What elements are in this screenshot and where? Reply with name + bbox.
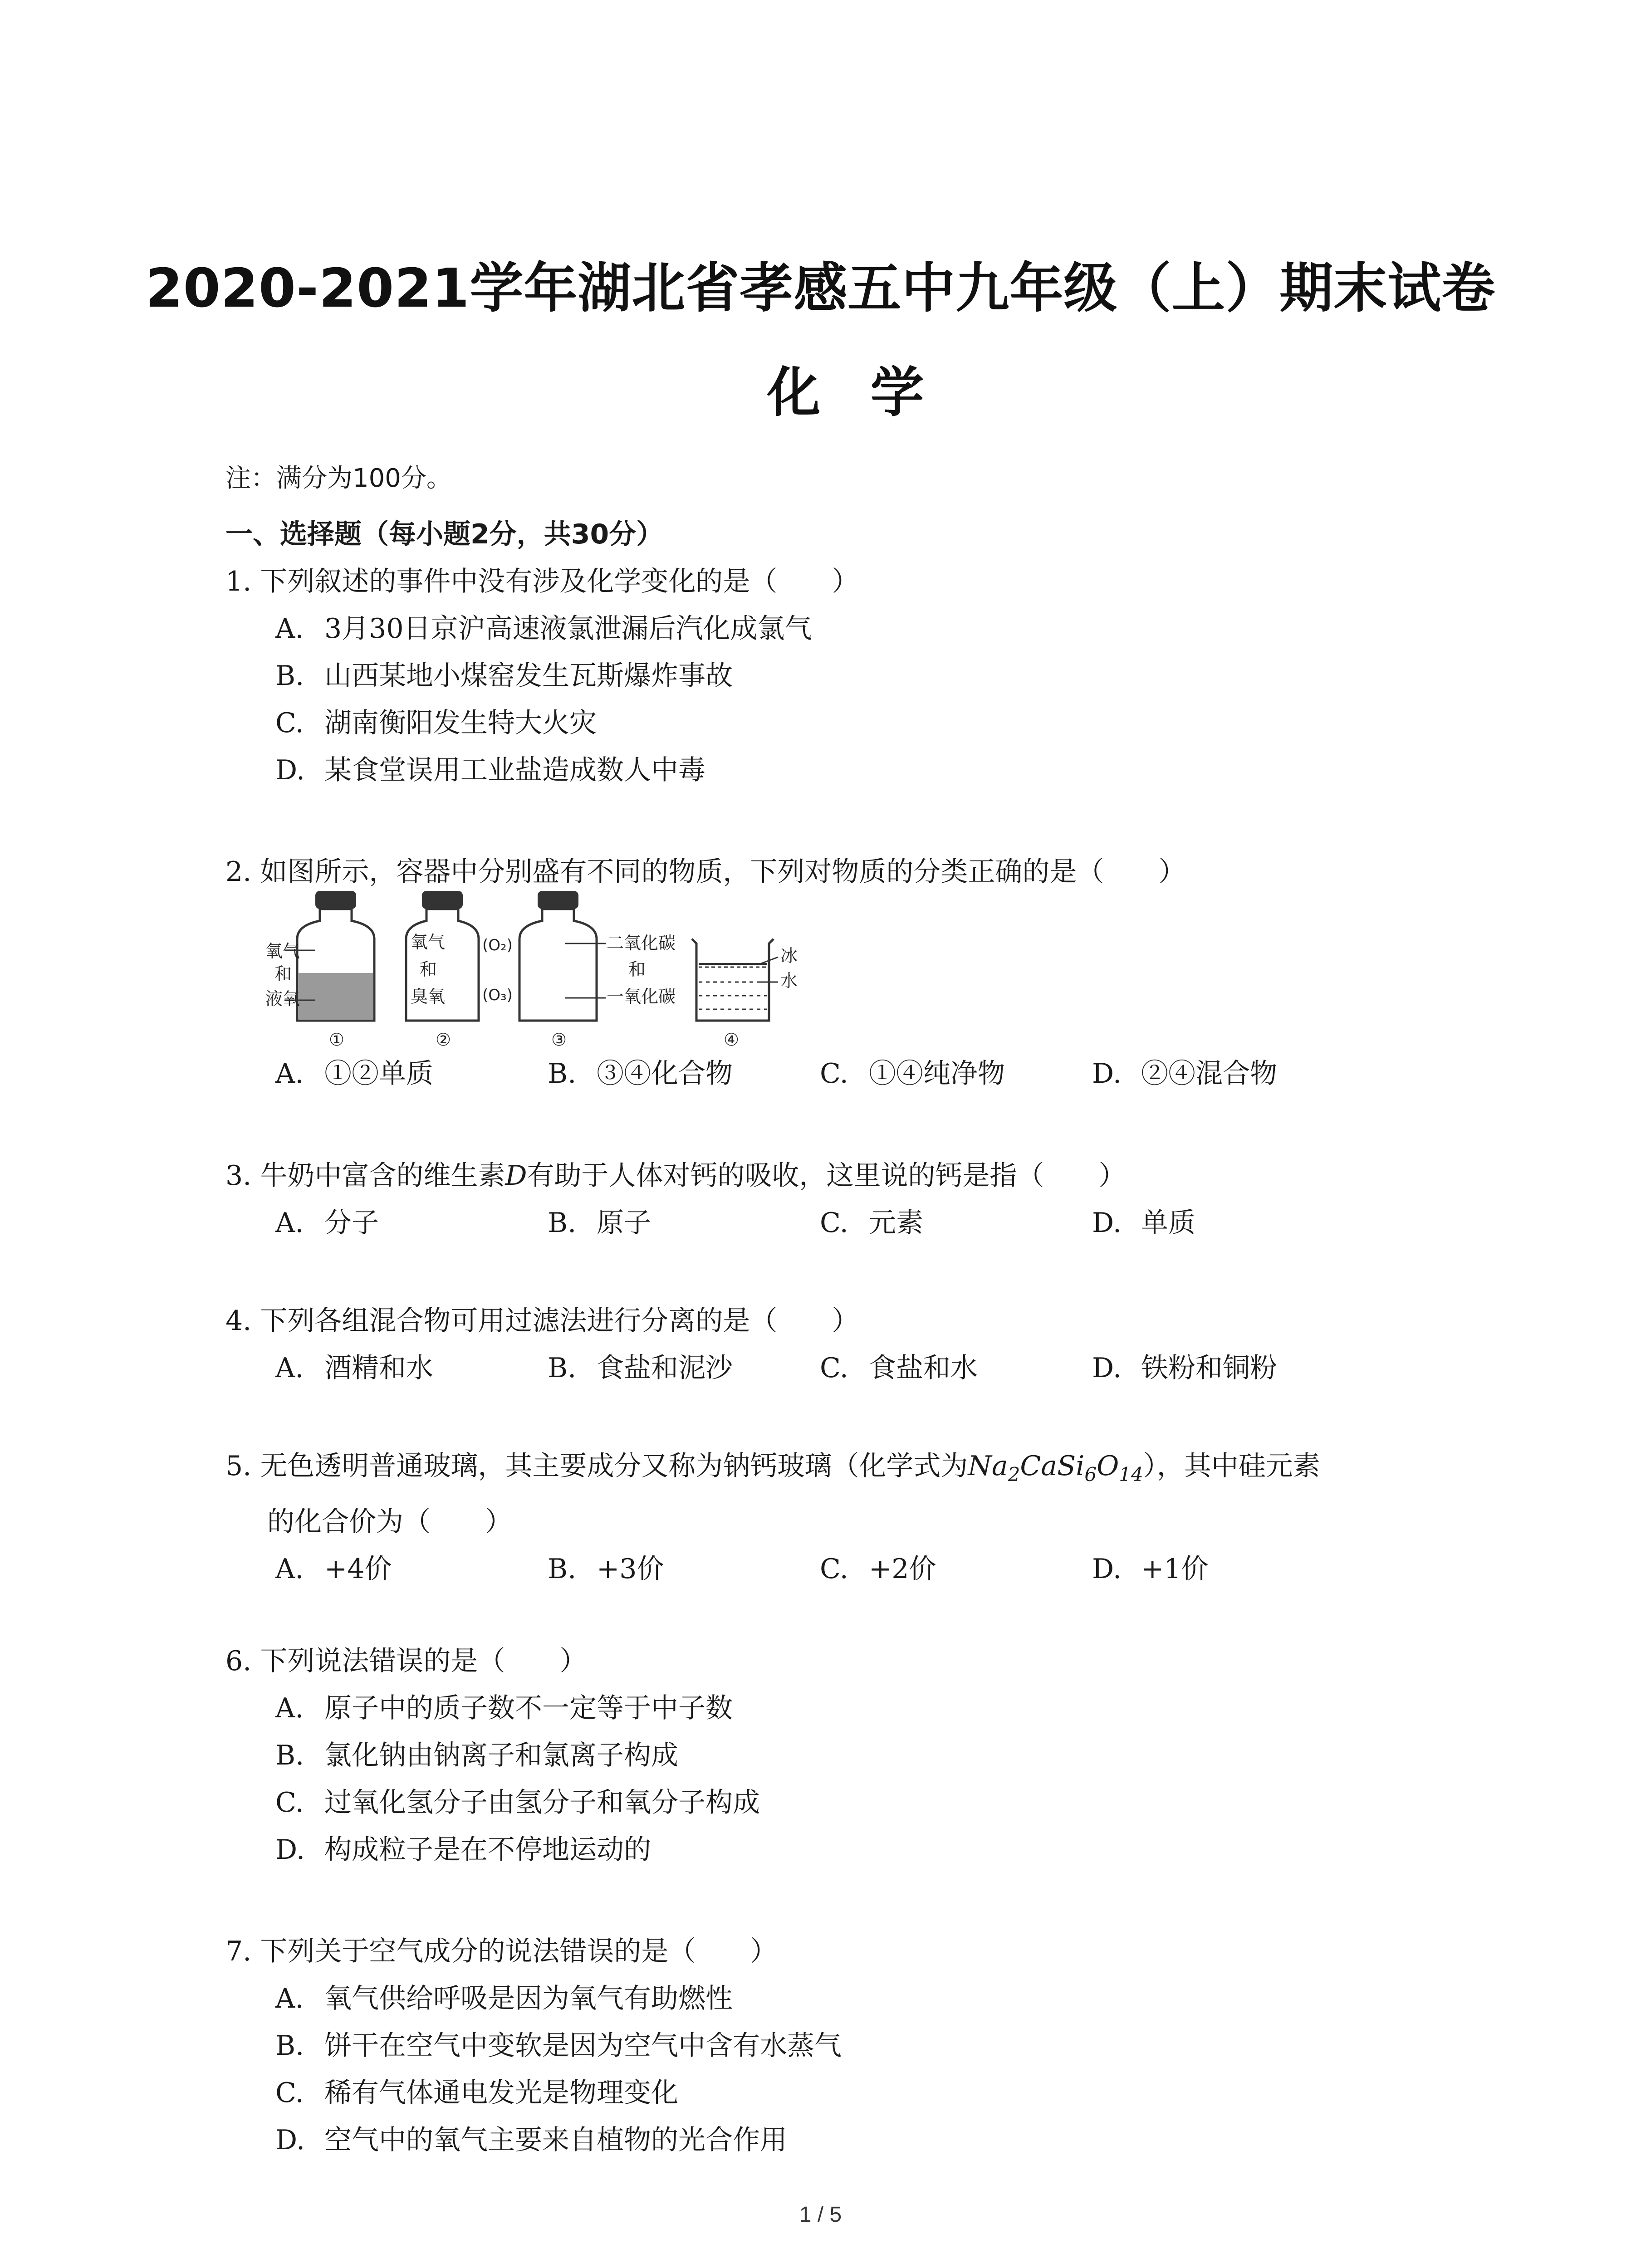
exam-title: 2020-2021学年湖北省孝感五中九年级（上）期末试卷 [145,257,1496,319]
bottle-2-formula-o3: (O₃) [482,986,513,1004]
option-c: C. 元素 [820,1207,923,1239]
question-6-stem: 6. 下列说法错误的是（ ） [225,1645,587,1677]
question-1-stem: 1. 下列叙述的事件中没有涉及化学变化的是（ ） [225,566,859,597]
bottle-2-number: ② [436,1030,451,1050]
option-a: A. 3月30日京沪高速液氯泄漏后汽化成氯气 [275,613,812,645]
question-5-stem-line-2: 的化合价为（ ） [267,1506,512,1538]
option-b: B. 食盐和泥沙 [548,1352,733,1384]
bottle-3-top-label: 二氧化碳 [607,933,676,953]
bottle-1-number: ① [329,1030,345,1050]
question-1-options [225,605,1450,794]
option-c: C. 稀有气体通电发光是物理变化 [275,2077,678,2109]
bottle-3-number: ③ [551,1030,567,1050]
option-c: C. 过氧化氢分子由氢分子和氧分子构成 [275,1787,760,1818]
question-6 [225,1637,1450,1873]
option-c: C. 食盐和水 [820,1352,978,1384]
option-b: B. 氯化钠由钠离子和氯离子构成 [275,1740,678,1771]
bottle-2-formula-o2: (O₂) [482,936,513,954]
option-d: D. 单质 [1092,1207,1195,1239]
beaker-4-water-label: 水 [780,971,798,991]
question-4 [225,1297,1450,1392]
beaker-4 [692,939,798,1050]
bottle-3 [519,891,676,1050]
question-2-stem: 2. 如图所示，容器中分别盛有不同的物质，下列对物质的分类正确的是（ ） [225,856,1186,888]
option-b: B. +3价 [548,1553,664,1585]
option-c: C. +2价 [820,1553,936,1585]
bottle-2-bottom-label: 臭氧 [411,987,446,1007]
bottle-3-bottom-label: 一氧化碳 [607,987,676,1007]
question-1 [225,558,1450,794]
question-4-stem: 4. 下列各组混合物可用过滤法进行分离的是（ ） [225,1305,859,1337]
option-a: A. ①②单质 [275,1058,433,1090]
question-7 [225,1928,1450,2164]
question-3 [225,1152,1450,1246]
bottle-1-top-label: 氧气 [265,941,300,961]
option-b: B. 饼干在空气中变软是因为空气中含有水蒸气 [275,2030,842,2062]
question-5-stem: 5. 无色透明普通玻璃，其主要成分又称为钠钙玻璃（化学式为$Na_2CaSi_6O_{14}$），其中硅元素 [225,1450,1320,1486]
question-2 [225,848,1450,895]
question-3-stem: 3. 牛奶中富含的维生素D有助于人体对钙的吸收，这里说的钙是指（ ） [225,1160,1126,1192]
option-b: B. 山西某地小煤窑发生瓦斯爆炸事故 [275,660,733,692]
option-d: D. +1价 [1092,1553,1209,1585]
option-c: C. ①④纯净物 [820,1058,1005,1090]
question-6-options [225,1685,1450,1873]
option-b: B. ③④化合物 [548,1058,733,1090]
beaker-4-number: ④ [724,1030,740,1050]
question-7-options [225,1975,1450,2164]
bottle-1-mid-label: 和 [274,964,292,984]
subject-title: 化学 [767,361,974,424]
option-c: C. 湖南衡阳发生特大火灾 [275,707,597,739]
page-number: 1 / 5 [799,2203,842,2227]
bottle-2 [406,891,513,1050]
option-d: D. ②④混合物 [1092,1058,1277,1090]
glass-formula: $Na_2CaSi_6O_{14}$ [968,1450,1143,1486]
option-a: A. 酒精和水 [275,1352,433,1384]
bottle-1-bottom-label: 液氧 [265,989,300,1009]
bottle-1 [265,891,374,1050]
bottle-2-mid-label: 和 [420,959,437,979]
question-5 [225,1442,1450,1593]
option-d: D. 铁粉和铜粉 [1092,1352,1277,1384]
option-d: D. 构成粒子是在不停地运动的 [275,1834,651,1866]
bottle-3-mid-label: 和 [628,959,646,979]
section-heading: 一、选择题（每小题2分，共30分） [225,518,664,550]
option-b: B. 原子 [548,1207,651,1239]
option-a: A. 氧气供给呼吸是因为氧气有助燃性 [275,1983,733,2014]
option-a: A. 分子 [275,1207,379,1239]
question-7-stem: 7. 下列关于空气成分的说法错误的是（ ） [225,1936,778,1967]
option-d: D. 某食堂误用工业盐造成数人中毒 [275,754,705,786]
score-note: 注：满分为100分。 [225,464,452,493]
question-2-options [225,1050,1450,1097]
option-a: A. 原子中的质子数不一定等于中子数 [275,1692,733,1724]
option-d: D. 空气中的氧气主要来自植物的光合作用 [275,2124,787,2156]
containers-figure [265,889,810,1057]
bottle-2-top-label: 氧气 [411,932,446,952]
option-a: A. +4价 [275,1553,392,1585]
beaker-4-ice-label: 冰 [780,946,798,966]
